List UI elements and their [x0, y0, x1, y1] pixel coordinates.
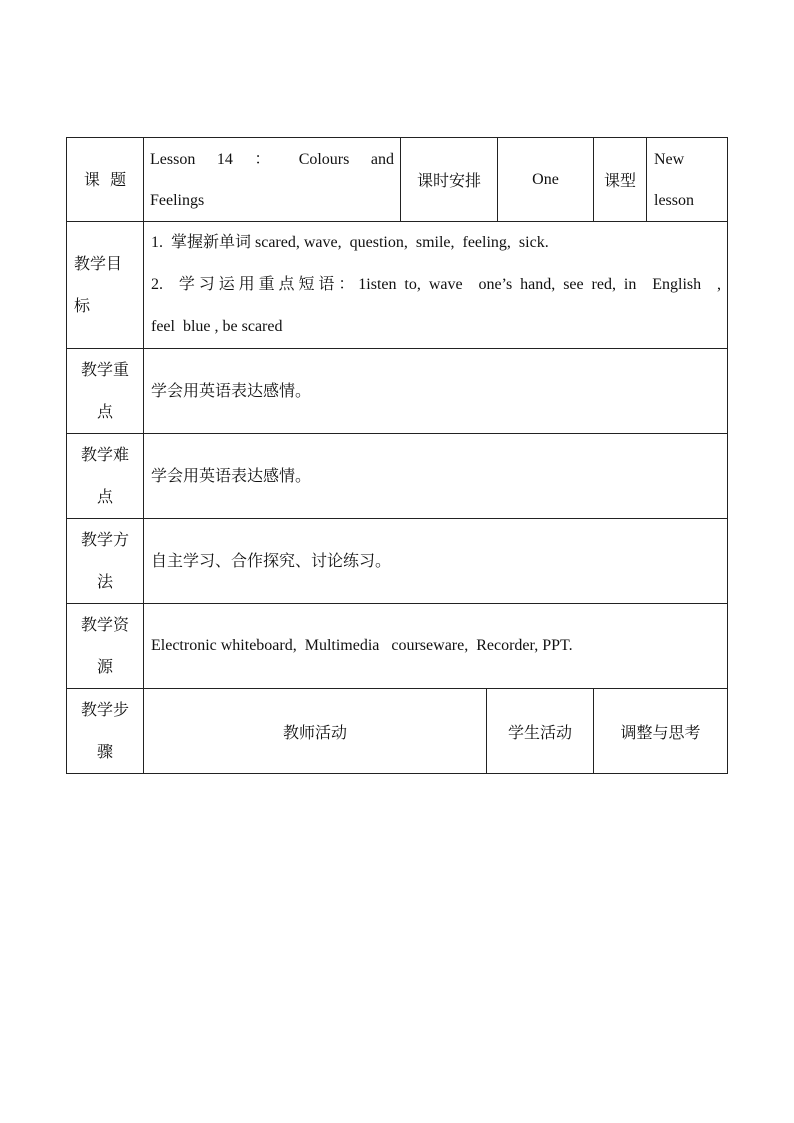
key-points-label: 教学重 点	[67, 349, 144, 434]
resources-label: 教学资 源	[67, 604, 144, 689]
type-value	[647, 138, 728, 222]
key-points-content: 学会用英语表达感情。	[144, 349, 728, 434]
steps-row	[67, 689, 728, 774]
type-label: 课型	[594, 138, 647, 222]
objectives-label: 教学目 标	[67, 222, 144, 349]
reflection-header: 调整与思考	[594, 689, 728, 774]
resources-row	[67, 604, 728, 689]
methods-row	[67, 519, 728, 604]
objective-item-2-line2: feel blue , be scared	[151, 318, 283, 335]
lesson-title-line1: Lesson 14 ： Colours and	[150, 150, 394, 168]
objective-item-1: 1. 掌握新单词 scared, wave, question, smile, feeling, sick.	[151, 234, 549, 251]
methods-content: 自主学习、合作探究、讨论练习。	[144, 519, 728, 604]
teacher-activity-header: 教师活动	[144, 689, 487, 774]
steps-label: 教学步 骤	[67, 689, 144, 774]
lesson-title-line2: Feelings	[150, 191, 205, 209]
schedule-value: One	[498, 138, 594, 222]
student-activity-header: 学生活动	[487, 689, 594, 774]
difficult-points-row	[67, 434, 728, 519]
type-value-line1: New	[654, 150, 685, 168]
difficult-points-label: 教学难 点	[67, 434, 144, 519]
subject-label: 课 题	[67, 138, 144, 222]
resources-content: Electronic whiteboard, Multimedia courseware, Recorder, PPT.	[144, 604, 728, 689]
header-row	[67, 138, 728, 222]
methods-label: 教学方 法	[67, 519, 144, 604]
lesson-title	[144, 138, 401, 222]
lesson-plan-table	[66, 137, 728, 774]
schedule-label: 课时安排	[401, 138, 498, 222]
objectives-content	[144, 222, 728, 349]
objectives-row	[67, 222, 728, 349]
key-points-row	[67, 349, 728, 434]
difficult-points-content: 学会用英语表达感情。	[144, 434, 728, 519]
objective-item-2-line1: 2. 学习运用重点短语：1isten to, wave one’s hand, see red, in English ,	[151, 276, 721, 293]
type-value-line2: lesson	[654, 191, 694, 209]
